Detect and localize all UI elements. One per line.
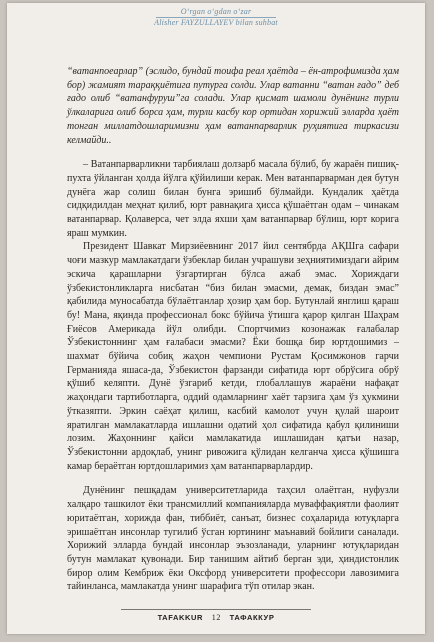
footer-magazine-latin: TAFAKKUR bbox=[157, 613, 204, 622]
magazine-page bbox=[7, 3, 425, 634]
footer-rule bbox=[121, 609, 311, 610]
article-body bbox=[67, 65, 399, 594]
page-number: 12 bbox=[211, 613, 221, 622]
running-header bbox=[7, 7, 425, 28]
article-paragraph-2: – Ватанпарварликни тарбиялаш долзарб масала бўлиб, бу жараён пишиқ-пухта ўйланган ҳолда йўлга қўйилиши керак. Мен ватанпарварман дея бутун дунёга жар солиш билан бунга эришиб бўлмайди. Кундалик ҳаётда сидқидилдан меҳнат қилиб, юрт равнақига ҳисса қўшаётган одам – чинакам ватанпарвар. Қолаверса, чет элда яхши ҳам ватанпарвар бўлиш, юрт корига яраш мумкин. bbox=[67, 159, 399, 239]
article-paragraph-3: Президент Шавкат Мирзиёевнинг 2017 йил сентябрда АҚШга сафари чоғи мазкур мамлакатдаги ўзбеклар билан учрашуви зеҳниятимиздаги айрим эскича қарашларни ўзгартирган бўлса ажаб эмас. Хориждаги ўзбекистонликларга нисбатан “биз билан эмасми, демак, биздан эмас” қабилида муносабатда бўлаётганлар ҳозир ҳам бор. Бутунлай янглиш қараш бу! Мана, яқинда профессионал бокс бўйича ўтишга қарор қилган Шаҳрам Ғиёсов Америкада йўл олибди. Спортчимиз козонажак ғалабалар Ўзбекистоннинг ҳам ғалабаси эмасми? Ёки бошқа бир юртдошимиз – шахмат бўйича собиқ жаҳон чемпиони Рустам Қосимжонов гарчи Германияда яшаса-да, Ўзбекистон фарзанди сифатида юрт обрўсига обрў қўшиб келяпти. Дунё ўзгариб кетди, глобаллашув жараёни нафақат жаҳондаги тартиботларга, оддий одамларнинг хаёт тарзига ҳам ўз ҳукмини ўтказяпти. Эркин саёҳат қилиш, касбий камолот учун қулай шароит яратилган мамлакатларда ишлашни одатий ҳол сифатида қабул қилиниши лозим. Жаҳоннинг қайси мамлакатида ишлашидан қатъи назар, Ўзбекистонни ардоқлаб, унинг ривожига қўлидан келганча ҳисса қўшишга камар бераётган юртдошларимиз ҳам ватанпарварлардир. bbox=[67, 241, 399, 472]
article-paragraph-4: Дунёнинг пешқадам университетларида таҳсил олаётган, нуфузли халқаро ташкилот ёки трансмиллий компанияларда муваффақиятли фаолият юритаётган, хорижда фан, тиббиёт, санъат, бизнес соҳаларида ютуқларга эришаётган инсонлар тугилиб ўсган юртининг маънавий бойлиги саналади. Хорижий элларда бундай инсонлар эъзозланади, уларнинг ютуқларидан бутун мамлакат қувонади. Бир танишим айтиб берган эди, ҳиндистонлик бирор олим Кембриж ёки Оксфорд университети профессори лавозимига тайинланса, мамлакатда унинг шарафига тўп отилар экан. bbox=[67, 485, 399, 593]
header-rubric: O‘rgan o‘gdan o‘zar bbox=[180, 7, 252, 16]
page-footer bbox=[7, 609, 425, 622]
article-paragraph-1: “ватанпоеарлар” (эслидо, бундай тоифа реал ҳаётда – ён-атрофимизда ҳам бор) жамият тараққиётига путурга солди. Улар ватанни “ватан ғадо” деб ғадо олиб “ватанфуруш”га солади. Улар қисмат шамоли дунёнинг турли ўлкаларига олиб борса ҳам, турли касбу кор ортидан хорижий элларда ҳаёт тонган миллатдошларимизни ҳам ватанпарварлик руҳиятига тиркасизи келмайди.. bbox=[67, 66, 399, 146]
header-interview-title: Alisher FAYZULLAYEV bilan suhbat bbox=[154, 18, 278, 27]
footer-magazine-cyrillic: ТАФАККУР bbox=[229, 613, 275, 622]
